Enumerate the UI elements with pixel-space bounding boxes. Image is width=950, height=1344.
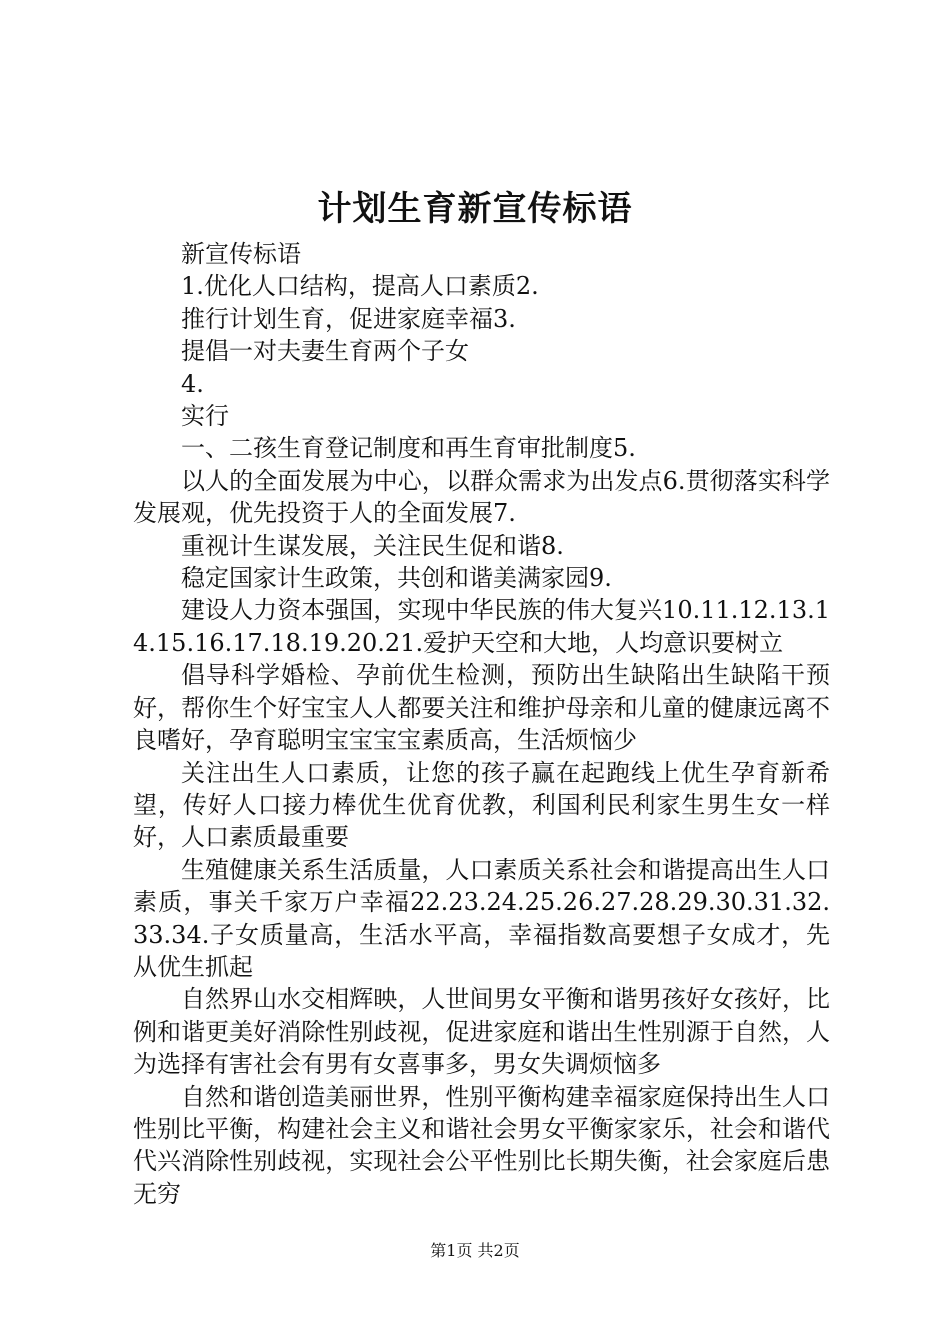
paragraph: 生殖健康关系生活质量，人口素质关系社会和谐提高出生人口素质，事关千家万户幸福22.23.24.25.26.27.28.29.30.31.32.33.34.子女质量高，生活水平高，幸福指数高要想子女成才，先从优生抓起 — [133, 855, 830, 981]
paragraph: 1.优化人口结构，提高人口素质2. — [181, 272, 539, 301]
paragraph: 重视计生谋发展，关注民生促和谐8. — [181, 531, 564, 560]
paragraph: 提倡一对夫妻生育两个子女 — [181, 337, 469, 366]
paragraph: 以人的全面发展为中心，以群众需求为出发点6.贯彻落实科学发展观，优先投资于人的全面发展7. — [133, 466, 830, 528]
paragraph: 自然和谐创造美丽世界，性别平衡构建幸福家庭保持出生人口性别比平衡，构建社会主义和谐社会男女平衡家家乐，社会和谐代代兴消除性别歧视，实现社会公平性别比长期失衡，社会家庭后患无穷 — [133, 1082, 830, 1208]
paragraph: 倡导科学婚检、孕前优生检测，预防出生缺陷出生缺陷干预好，帮你生个好宝宝人人都要关注和维护母亲和儿童的健康远离不良嗜好，孕育聪明宝宝宝宝素质高，生活烦恼少 — [133, 661, 830, 755]
paragraph: 实行 — [181, 402, 229, 431]
paragraph: 自然界山水交相辉映，人世间男女平衡和谐男孩好女孩好，比例和谐更美好消除性别歧视，促进家庭和谐出生性别源于自然，人为选择有害社会有男有女喜事多，男女失调烦恼多 — [133, 985, 830, 1079]
paragraph: 新宣传标语 — [181, 240, 301, 268]
document-body — [133, 238, 830, 1210]
paragraph: 一、二孩生育登记制度和再生育审批制度5. — [181, 434, 636, 463]
page-title: 计划生育新宣传标语 — [317, 189, 633, 229]
page-footer: 第1页 共2页 — [430, 1241, 520, 1260]
paragraph: 4. — [181, 369, 204, 398]
paragraph: 推行计划生育，促进家庭幸福3. — [181, 304, 516, 333]
paragraph: 建设人力资本强国，实现中华民族的伟大复兴10.11.12.13.14.15.16.17.18.19.20.21.爱护天空和大地，人均意识要树立 — [133, 596, 830, 657]
paragraph: 关注出生人口素质，让您的孩子赢在起跑线上优生孕育新希望，传好人口接力棒优生优育优教，利国利民利家生男生女一样好，人口素质最重要 — [133, 758, 830, 852]
paragraph: 稳定国家计生政策，共创和谐美满家园9. — [181, 564, 612, 593]
